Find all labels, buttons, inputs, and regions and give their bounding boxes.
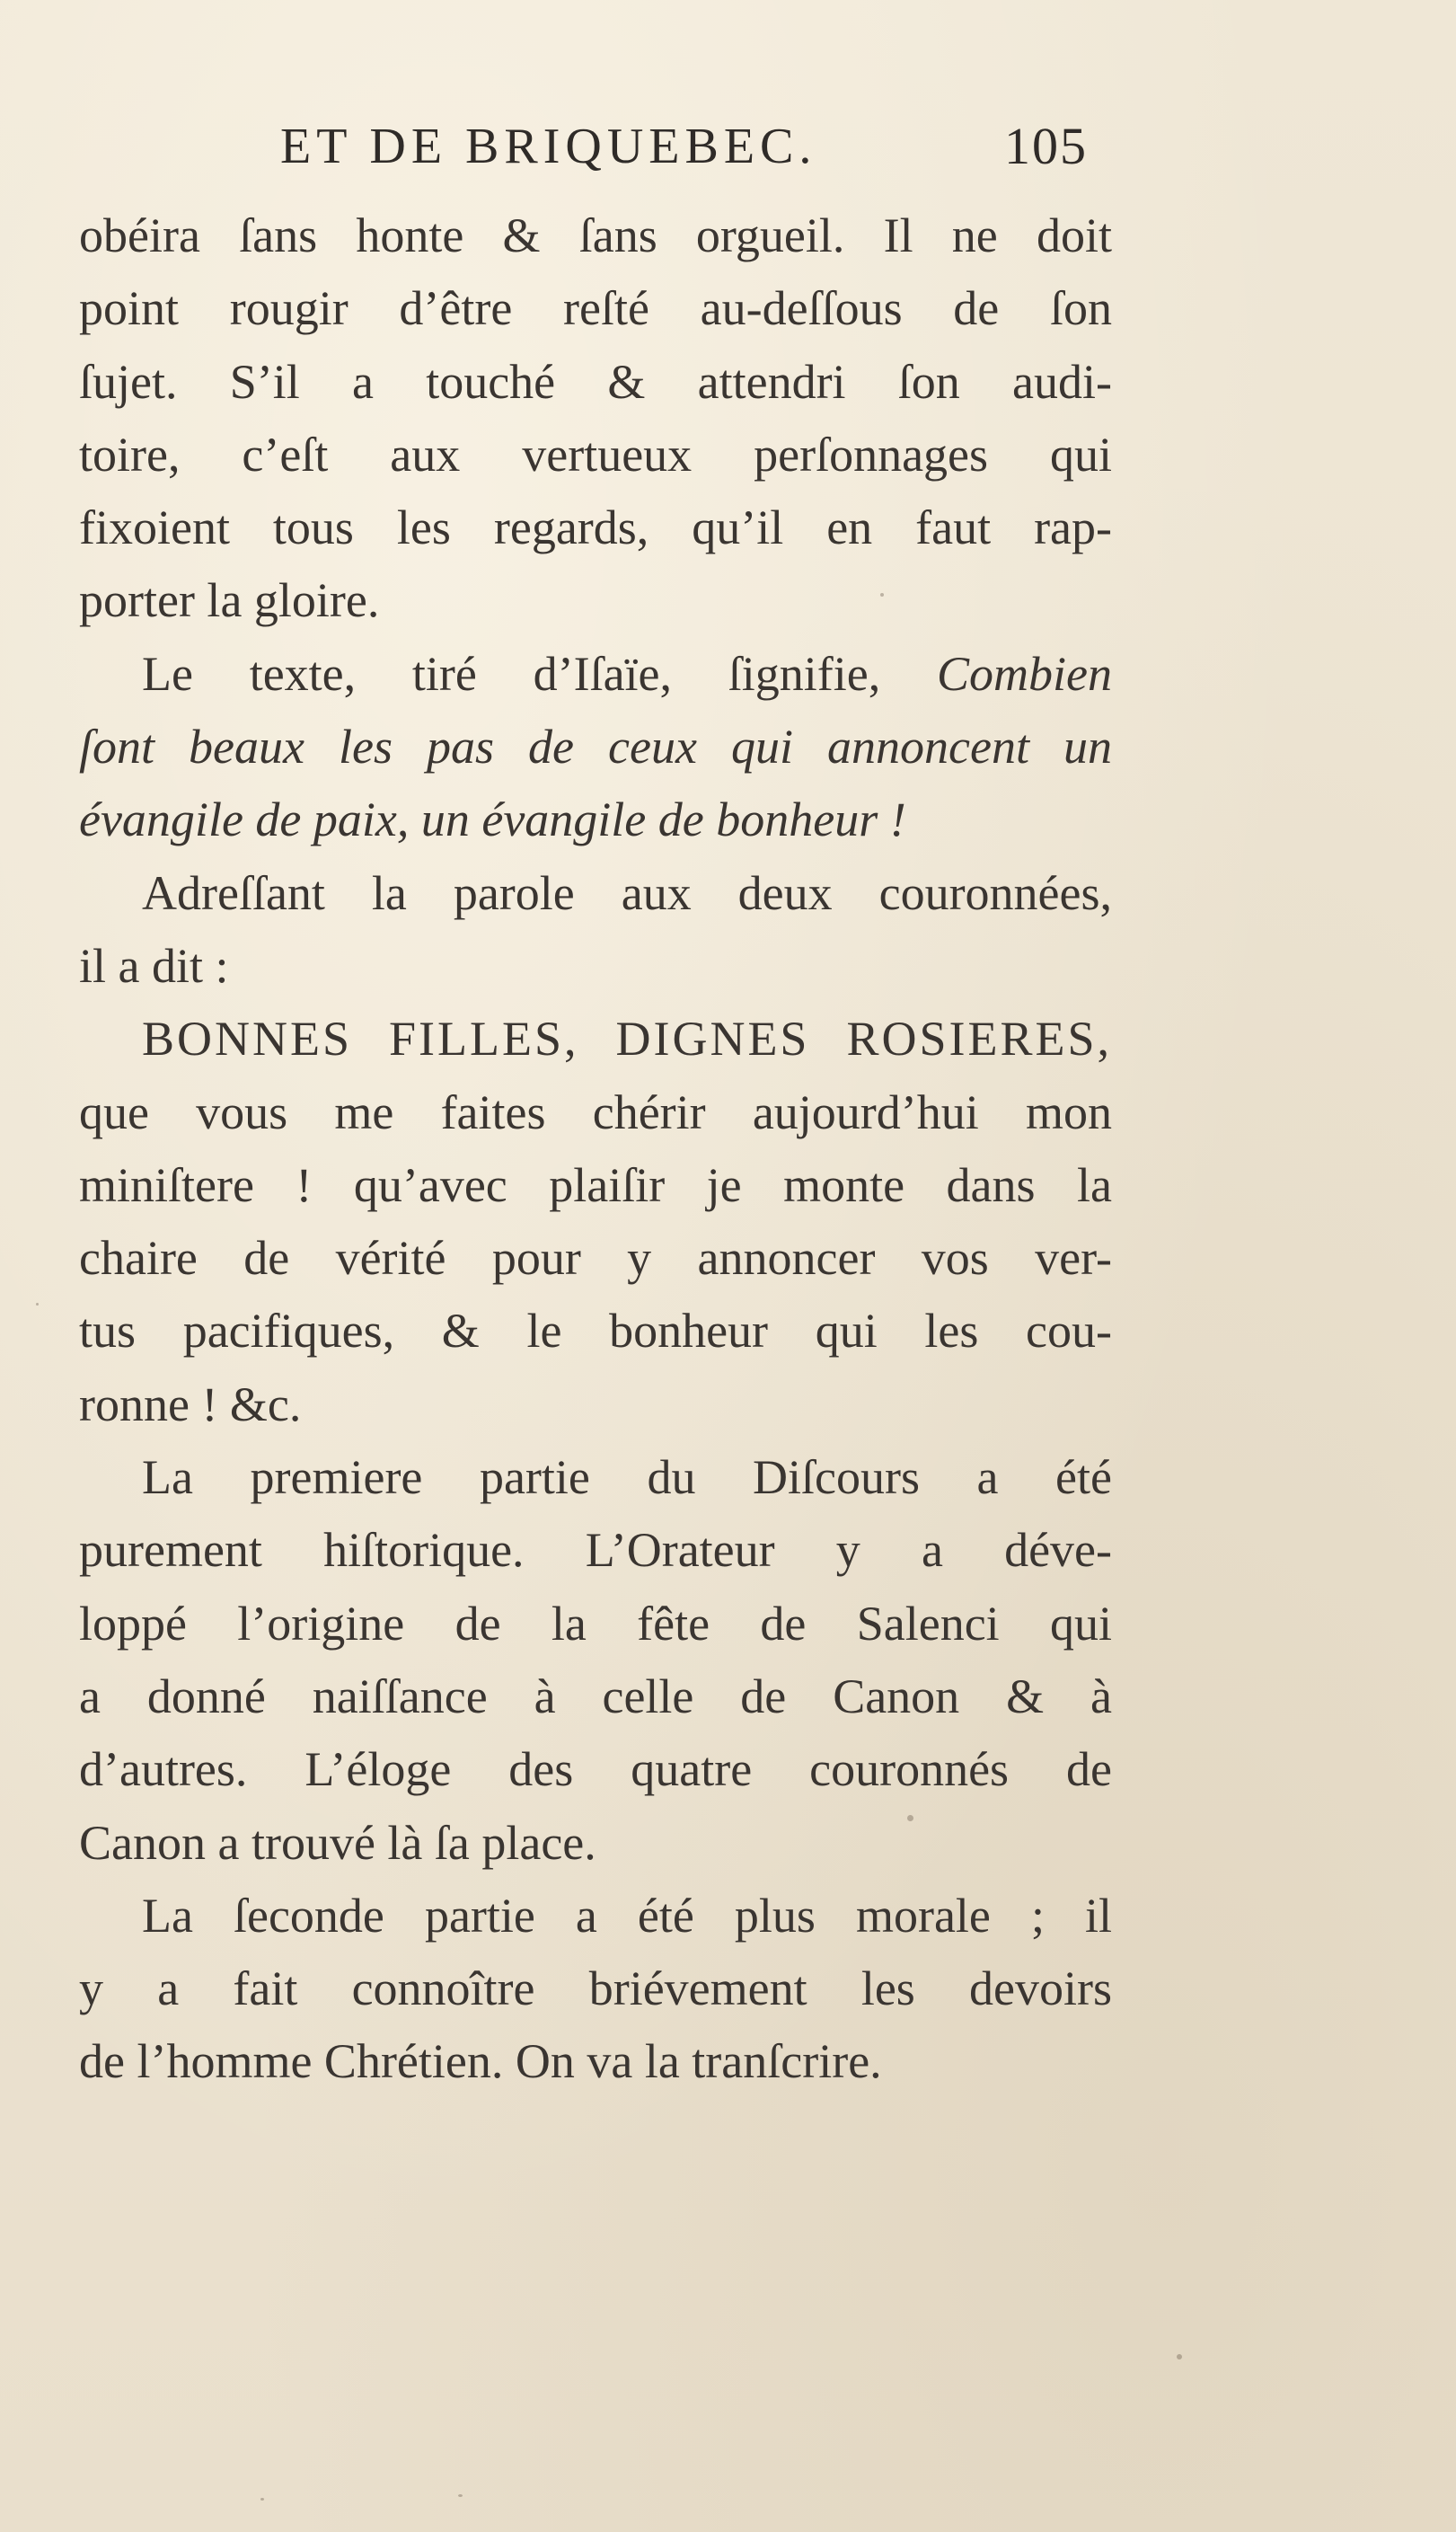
italic-line: ſont beaux les pas de ceux qui annoncent un: [79, 720, 1112, 775]
text-line: ronne ! &c.: [79, 1377, 302, 1431]
salutation-line: BONNES FILLES, DIGNES ROSIERES,: [142, 1012, 1112, 1067]
text-line: fixoient tous les regards, qu’il en faut rap-: [79, 500, 1112, 555]
text-line: a donné naiſſance à celle de Canon & à: [79, 1669, 1112, 1723]
paper-speck: [907, 1815, 913, 1821]
text-line-with-italic: [79, 638, 1112, 711]
paper-speck: [458, 2494, 463, 2497]
body-text: [79, 199, 1112, 2099]
paper-speck: [260, 2498, 264, 2501]
paper-speck: [36, 1303, 39, 1306]
text-line: de l’homme Chrétien. On va la tranſcrire.: [79, 2034, 882, 2089]
page-number: 105: [1004, 117, 1088, 175]
text-line: y a fait connoître briévement les devoirs: [79, 1961, 1112, 2016]
text-line: La ſeconde partie a été plus morale ; il: [142, 1888, 1112, 1943]
paper-speck: [880, 593, 884, 597]
text-line: point rougir d’être reſté au-deſſous de ſon: [79, 281, 1112, 336]
italic-line: évangile de paix, un évangile de bonheur !: [79, 792, 906, 847]
text-fragment: Le texte, tiré d’Iſaïe, ſignifie,: [142, 646, 937, 701]
italic-phrase: Combien: [937, 646, 1112, 701]
text-line: obéira ſans honte & ſans orgueil. Il ne doit: [79, 208, 1112, 262]
running-title: ET DE BRIQUEBEC.: [280, 119, 817, 174]
text-line: toire, c’eſt aux vertueux perſonnages qui: [79, 427, 1112, 482]
running-head: [280, 115, 1116, 178]
text-line: d’autres. L’éloge des quatre couronnés de: [79, 1742, 1112, 1797]
text-line: miniſtere ! qu’avec plaiſir je monte dans la: [79, 1157, 1112, 1212]
text-line: Canon a trouvé là ſa place.: [79, 1815, 596, 1870]
text-line: que vous me faites chérir aujourd’hui mon: [79, 1085, 1112, 1139]
text-line: purement hiſtorique. L’Orateur y a déve-: [79, 1523, 1112, 1578]
text-line: porter la gloire.: [79, 573, 380, 628]
text-line: Adreſſant la parole aux deux couronnées,: [142, 865, 1112, 920]
paper-speck: [1177, 2354, 1182, 2359]
text-line: il a dit :: [79, 938, 229, 993]
text-line: ſujet. S’il a touché & attendri ſon audi-: [79, 354, 1112, 409]
text-line: chaire de vérité pour y annoncer vos ver-: [79, 1231, 1112, 1286]
text-line: loppé l’origine de la fête de Salenci qui: [79, 1596, 1112, 1651]
text-line: tus pacifiques, & le bonheur qui les cou-: [79, 1304, 1112, 1359]
text-line: La premiere partie du Diſcours a été: [142, 1450, 1112, 1505]
